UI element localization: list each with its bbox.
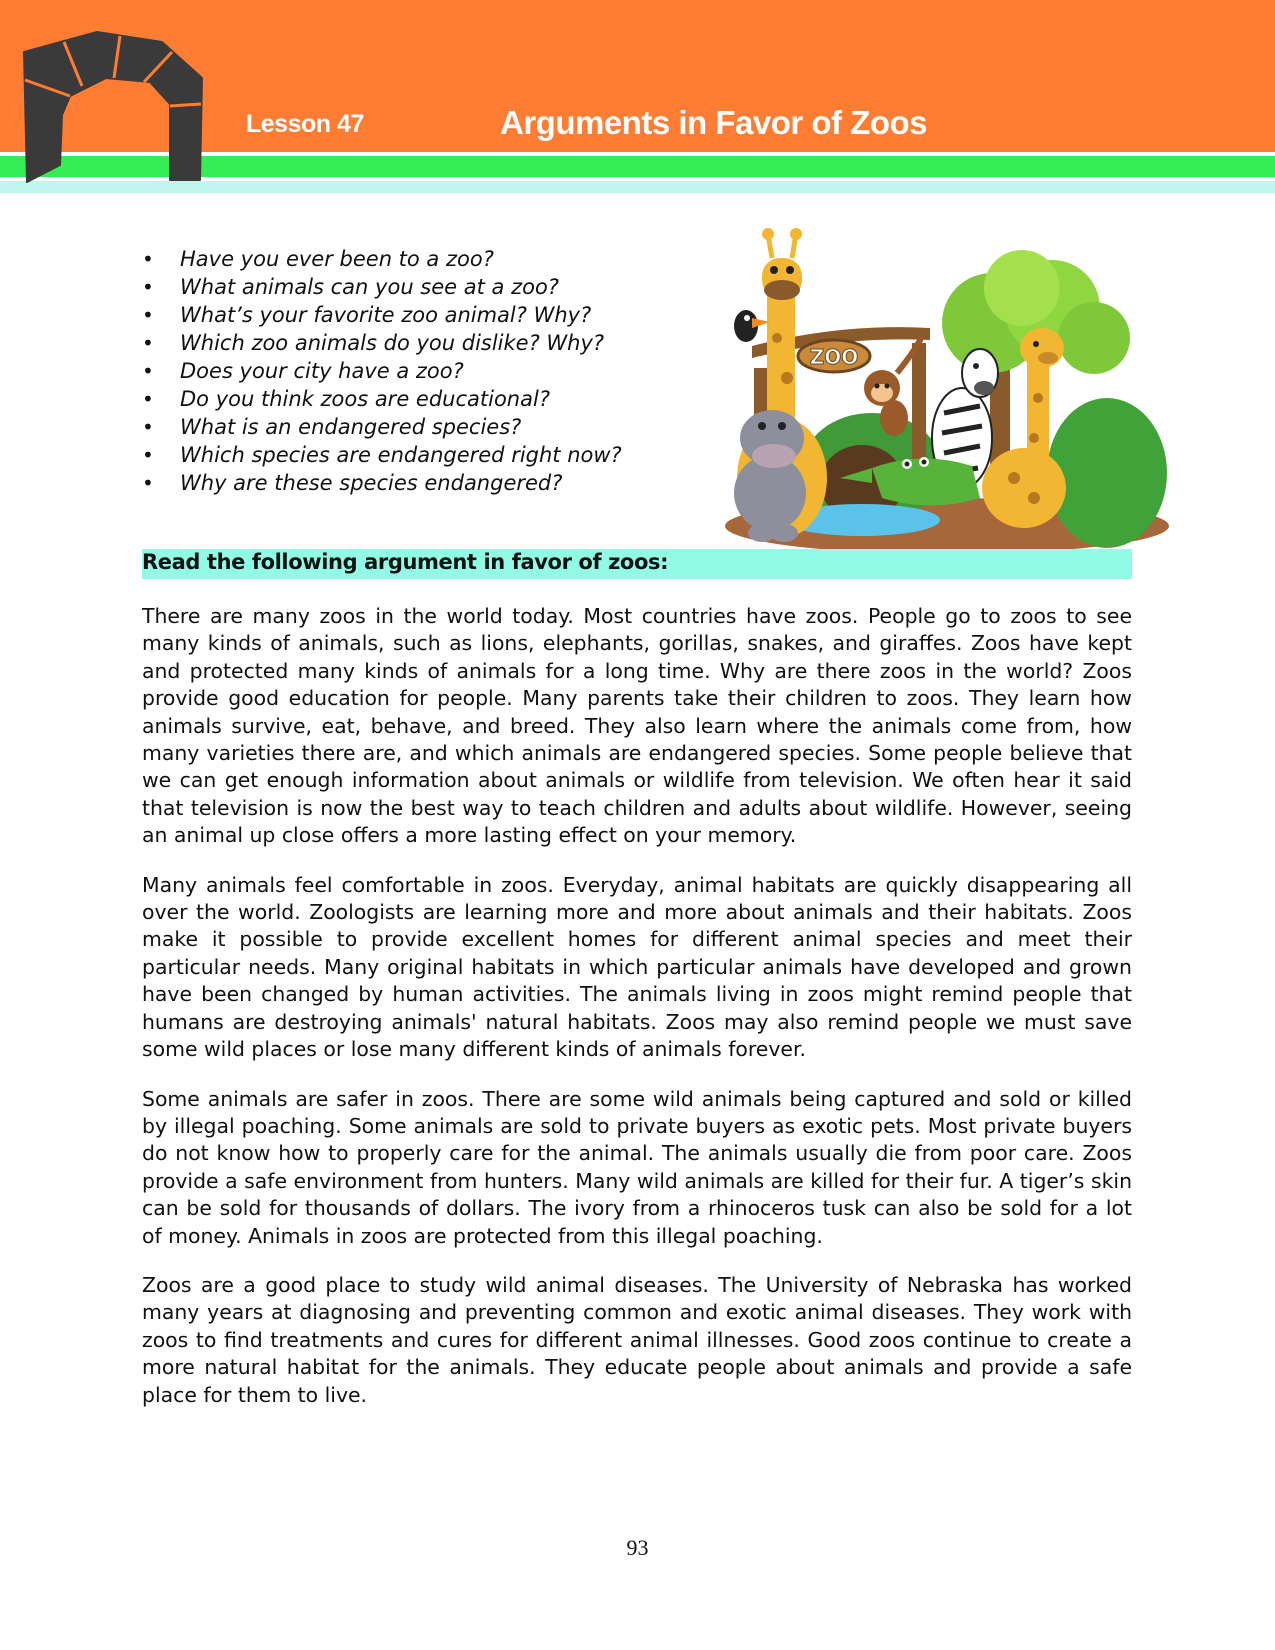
- header-banner: [0, 0, 1275, 200]
- discussion-questions: [142, 245, 622, 497]
- zoo-animals-illustration: [722, 228, 1172, 558]
- zoo-sign-text: ZOO: [809, 345, 859, 369]
- paragraph: Many animals feel comfortable in zoos. Everyday, animal habitats are quickly disappearing all over the world. Zoologists are learning more and more about animals and their habitats. Zoos make it possible to provide excellent homes for different animal species and meet their particular needs. Many original habitats in which particular animals have developed and grown have been changed by human activities. The animals living in zoos might remind people that humans are destroying animals' natural habitats. Zoos may also remind people we must save some wild places or lose many different kinds of animals forever.: [142, 872, 1132, 1062]
- question-item: • Does your city have a zoo?: [142, 357, 622, 385]
- arch-logo-icon: [22, 30, 212, 196]
- question-item: • What animals can you see at a zoo?: [142, 273, 622, 301]
- question-item: • Have you ever been to a zoo?: [142, 245, 622, 273]
- lesson-number: Lesson 47: [246, 110, 364, 138]
- page-number: 93: [626, 1535, 649, 1560]
- question-item: • What is an endangered species?: [142, 413, 622, 441]
- paragraph: Zoos are a good place to study wild animal diseases. The University of Nebraska has worked many years at diagnosing and preventing common and exotic animal diseases. They work with zoos to find treatments and cures for different animal illnesses. Good zoos continue to create a more natural habitat for the animals. They educate people about animals and provide a safe place for them to live.: [142, 1272, 1132, 1407]
- reading-passage: [142, 603, 1132, 1431]
- question-item: • Why are these species endangered?: [142, 469, 622, 497]
- page-title: Arguments in Favor of Zoos: [500, 104, 928, 141]
- question-item: • Do you think zoos are educational?: [142, 385, 622, 413]
- hill: [1047, 398, 1167, 548]
- reading-instruction: Read the following argument in favor of zoos:: [142, 550, 669, 574]
- reading-instruction-banner: [142, 549, 1132, 579]
- paragraph: Some animals are safer in zoos. There are some wild animals being captured and sold or killed by illegal poaching. Some animals are sold to private buyers as exotic pets. Most private buyers do not know how to properly care for the animal. The animals usually die from poor care. Zoos provide a safe environment from hunters. Many wild animals are killed for their fur. A tiger’s skin can be sold for thousands of dollars. The ivory from a rhinoceros tusk can also be sold for a lot of money. Animals in zoos are protected from this illegal poaching.: [142, 1086, 1132, 1248]
- question-item: • Which zoo animals do you dislike? Why?: [142, 329, 622, 357]
- paragraph: There are many zoos in the world today. Most countries have zoos. People go to zoos to see many kinds of animals, such as lions, elephants, gorillas, snakes, and giraffes. Zoos have kept and protected many kinds of animals for a long time. Why are there zoos in the world? Zoos provide good education for people. Many parents take their children to zoos. They learn how animals survive, eat, behave, and breed. They also learn where the animals come from, how many varieties there are, and which animals are endangered species. Some people believe that we can get enough information about animals or wildlife from television. We often hear it said that television is now the best way to teach children and adults about wildlife. However, seeing an animal up close offers a more lasting effect on your memory.: [142, 604, 1132, 848]
- question-item: • What’s your favorite zoo animal? Why?: [142, 301, 622, 329]
- toucan-icon: [734, 310, 770, 342]
- question-item: • Which species are endangered right now?: [142, 441, 622, 469]
